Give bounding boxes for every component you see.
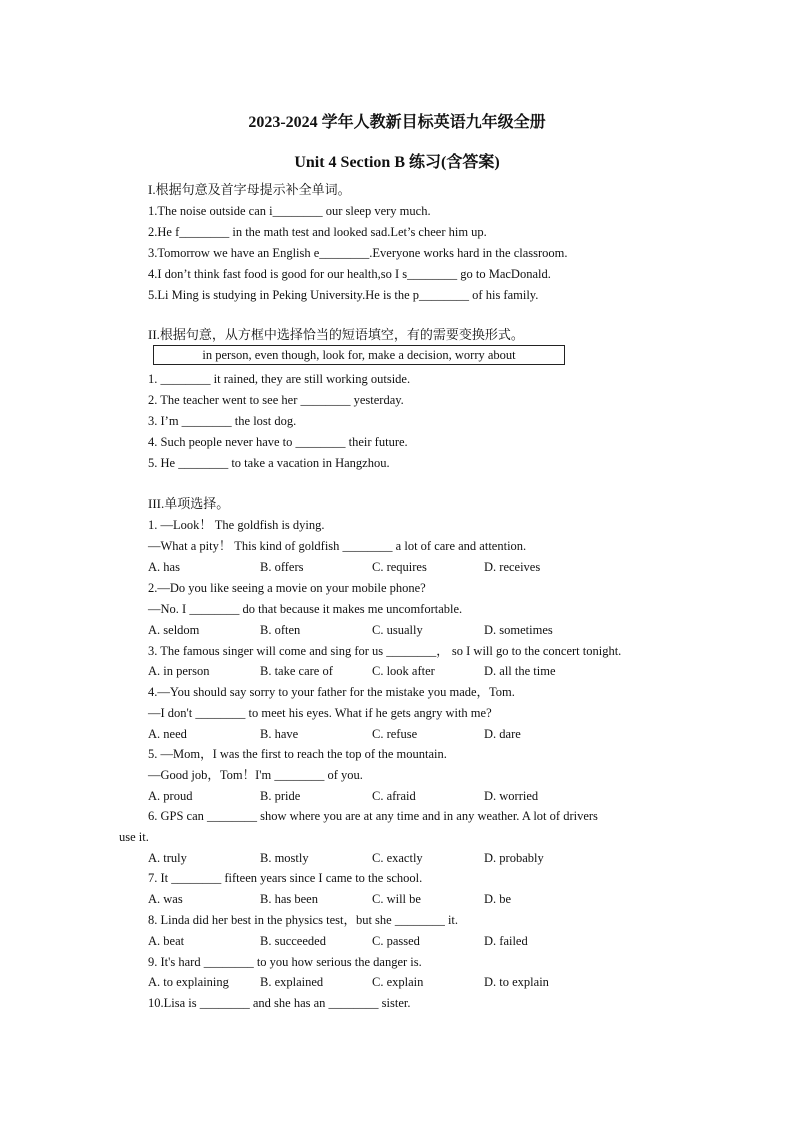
question-9-option-b: B. explained [260,975,324,989]
document-title: 2023-2024 学年人教新目标英语九年级全册 [248,114,546,131]
question-2-option-a: A. seldom [148,623,200,637]
question-8-option-a: A. beat [148,934,185,948]
question-1-option-a: A. has [148,560,180,574]
question-4-response: —I don't ________ to meet his eyes. What if he gets angry with me? [148,706,492,720]
question-2-option-c: C. usually [372,623,423,637]
part2-item: 4. Such people never have to ________ their future. [148,435,408,449]
question-6-option-a: A. truly [148,851,187,865]
question-2-option-d: D. sometimes [484,623,553,637]
question-3-option-b: B. take care of [260,664,333,678]
question-2-stem: 2.—Do you like seeing a movie on your mobile phone? [148,581,426,595]
part1-item: 4.I don’t think fast food is good for our health,so I s________ go to MacDonald. [148,267,551,281]
question-7-option-c: C. will be [372,892,421,906]
question-8-stem: 8. Linda did her best in the physics test，but she ________ it. [148,913,459,927]
question-2-option-b: B. often [260,623,301,637]
question-1-option-d: D. receives [484,560,541,574]
question-4-stem: 4.—You should say sorry to your father for the mistake you made，Tom. [148,685,515,699]
question-7-option-d: D. be [484,892,512,906]
question-9-option-d: D. to explain [484,975,549,989]
question-6-option-d: D. probably [484,851,544,865]
question-6-option-b: B. mostly [260,851,309,865]
question-3-stem: 3. The famous singer will come and sing for us ________， so I will go to the concert tonight. [148,644,622,658]
question-4-option-c: C. refuse [372,727,418,741]
question-4-option-b: B. have [260,727,299,741]
part2-heading: II.根据句意，从方框中选择恰当的短语填空，有的需要变换形式。 [148,327,524,342]
question-10-stem: 10.Lisa is ________ and she has an ________ sister. [148,996,411,1010]
question-3-option-a: A. in person [148,664,210,678]
question-9-option-c: C. explain [372,975,424,989]
phrase-box: in person, even though, look for, make a decision, worry about [153,345,565,365]
question-9-stem: 9. It's hard ________ to you how serious the danger is. [148,955,422,969]
question-9-option-a: A. to explaining [148,975,229,989]
part1-item: 2.He f________ in the math test and looked sad.Let’s cheer him up. [148,225,487,239]
question-2-response: —No. I ________ do that because it makes me uncomfortable. [148,602,463,616]
question-5-response: —Good job，Tom！I'm ________ of you. [148,768,363,782]
part1-item: 1.The noise outside can i________ our sleep very much. [148,204,431,218]
part1-item: 5.Li Ming is studying in Peking University.He is the p________ of his family. [148,288,539,302]
question-3-option-d: D. all the time [484,664,556,678]
question-4-option-a: A. need [148,727,187,741]
question-1-option-c: C. requires [372,560,427,574]
question-8-option-b: B. succeeded [260,934,326,948]
question-4-option-d: D. dare [484,727,521,741]
question-5-option-b: B. pride [260,789,301,803]
question-5-stem: 5. —Mom，I was the first to reach the top of the mountain. [148,747,447,761]
part1-item: 3.Tomorrow we have an English e________.Everyone works hard in the classroom. [148,246,568,260]
question-1-response: —What a pity！ This kind of goldfish ________ a lot of care and attention. [148,539,527,553]
document-subtitle: Unit 4 Section B 练习(含答案) [294,154,500,171]
part2-item: 3. I’m ________ the lost dog. [148,414,297,428]
question-1-option-b: B. offers [260,560,304,574]
question-5-option-a: A. proud [148,789,193,803]
question-6-option-c: C. exactly [372,851,423,865]
question-1-stem: 1. —Look！ The goldfish is dying. [148,518,325,532]
part3-heading: III.单项选择。 [148,496,230,511]
question-7-stem: 7. It ________ fifteen years since I came to the school. [148,871,423,885]
part2-item: 2. The teacher went to see her ________ yesterday. [148,393,404,407]
part2-item: 5. He ________ to take a vacation in Hangzhou. [148,456,390,470]
question-3-option-c: C. look after [372,664,435,678]
question-7-option-b: B. has been [260,892,318,906]
part1-heading: I.根据句意及首字母提示补全单词。 [148,182,351,197]
question-5-option-d: D. worried [484,789,539,803]
question-8-option-d: D. failed [484,934,528,948]
part2-item: 1. ________ it rained, they are still working outside. [148,372,411,386]
question-6-stem: 6. GPS can ________ show where you are at any time and in any weather. A lot of drivers [148,809,598,823]
question-7-option-a: A. was [148,892,183,906]
question-6-stem-continued: use it. [119,830,149,844]
question-8-option-c: C. passed [372,934,420,948]
question-5-option-c: C. afraid [372,789,416,803]
